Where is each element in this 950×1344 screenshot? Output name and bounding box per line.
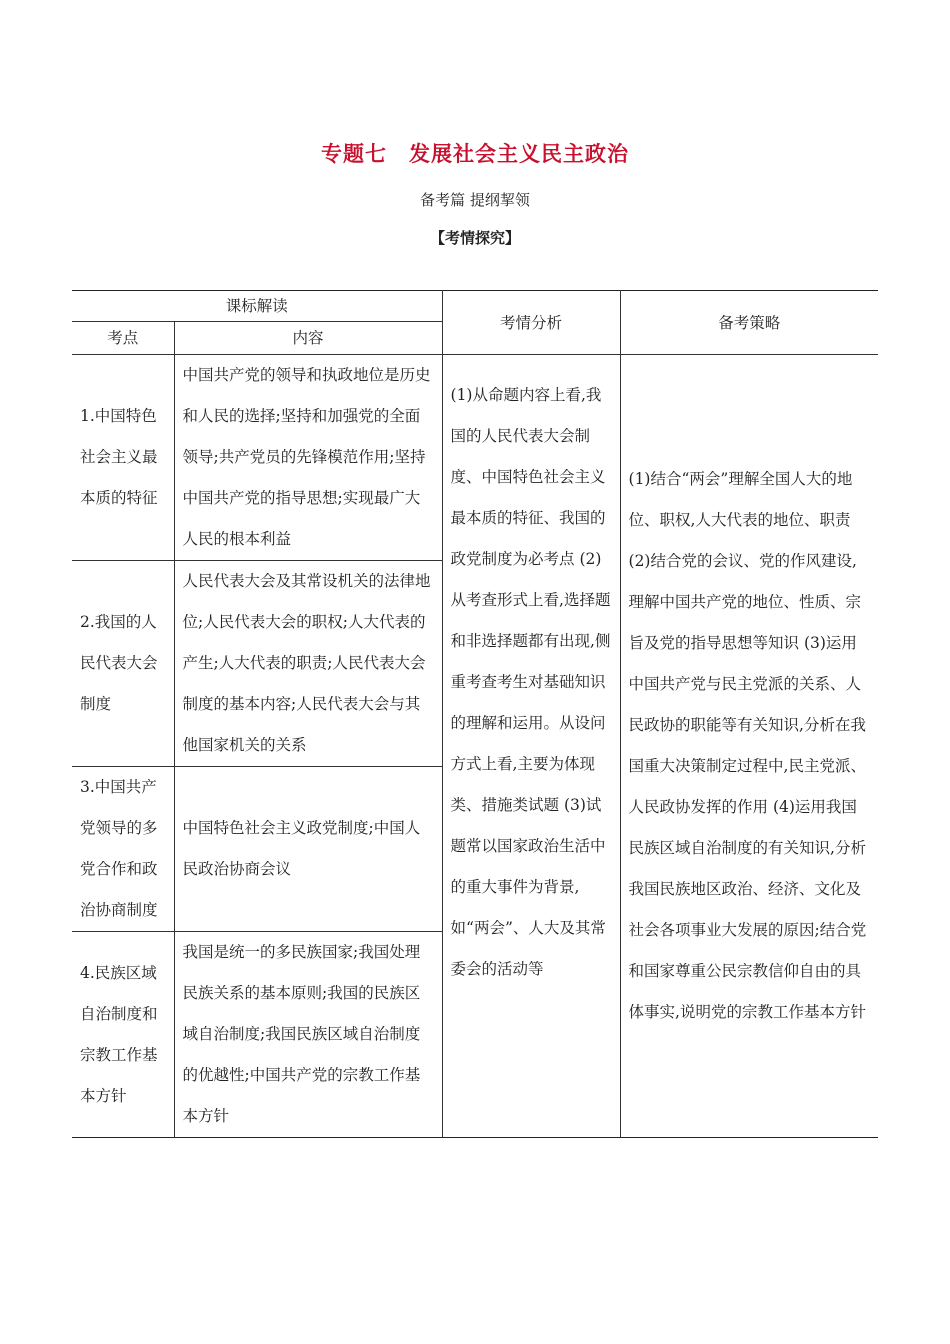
table-row-1-content [174,355,442,561]
document-subtitle: 备考篇 提纲挈领 [420,191,530,209]
table-row-2-point [72,561,174,767]
section-heading: 【考情探究】 [429,229,520,247]
header-curriculum: 课标解读 [72,291,442,322]
document-title: 专题七 发展社会主义民主政治 [321,142,629,166]
exam-analysis-table [72,290,878,1138]
point-text: 2.我国的人民代表大会制度 [80,613,158,713]
analysis-text: (1)从命题内容上看,我国的人民代表大会制度、中国特色社会主义最本质的特征、我国的政党制度为必考点 (2)从考查形式上看,选择题和非选择题都有出现,侧重考查考生对基础知识的理解和运用。从设问方式上看,主要为体现类、措施类试题 (3)试题常以国家政治生活中的重大事件为背景,如“两会”、人大及其常委会的活动等 [450,386,611,978]
table-row-3-point [72,767,174,932]
header-point: 考点 [72,322,174,355]
table-row-3-content [174,767,442,932]
strategy-cell [620,355,878,1138]
strategy-text: (1)结合“两会”理解全国人大的地位、职权,人大代表的地位、职责 (2)结合党的会议、党的作风建设,理解中国共产党的地位、性质、宗旨及党的指导思想等知识 (3)运用中国共产党与民主党派的关系、人民政协的职能等有关知识,分析在我国重大决策制定过程中,民主党派、人民政协发挥的作用 (4)运用我国民族区域自治制度的有关知识,分析我国民族地区政治、经济、文化及社会各项事业大发展的原因;结合党和国家尊重公民宗教信仰自由的具体事实,说明党的宗教工作基本方针 [628,470,867,1021]
analysis-cell [442,355,620,1138]
table-row-4-point [72,932,174,1138]
content-text: 中国特色社会主义政党制度;中国人民政治协商会议 [182,819,421,878]
header-strategy: 备考策略 [620,291,878,355]
content-text: 人民代表大会及其常设机关的法律地位;人民代表大会的职权;人大代表的产生;人大代表的职责;人民代表大会制度的基本内容;人民代表大会与其他国家机关的关系 [182,572,431,754]
point-text: 4.民族区域自治制度和宗教工作基本方针 [80,963,158,1105]
table-row-2-content [174,561,442,767]
table-row-1-point [72,355,174,561]
point-text: 1.中国特色社会主义最本质的特征 [80,407,158,507]
header-analysis: 考情分析 [442,291,620,355]
content-text: 我国是统一的多民族国家;我国处理民族关系的基本原则;我国的民族区域自治制度;我国民族区域自治制度的优越性;中国共产党的宗教工作基本方针 [182,943,421,1125]
point-text: 3.中国共产党领导的多党合作和政治协商制度 [80,778,158,919]
header-content: 内容 [174,322,442,355]
table-row-4-content [174,932,442,1138]
content-text: 中国共产党的领导和执政地位是历史和人民的选择;坚持和加强党的全面领导;共产党员的先锋模范作用;坚持中国共产党的指导思想;实现最广大人民的根本利益 [182,366,431,548]
